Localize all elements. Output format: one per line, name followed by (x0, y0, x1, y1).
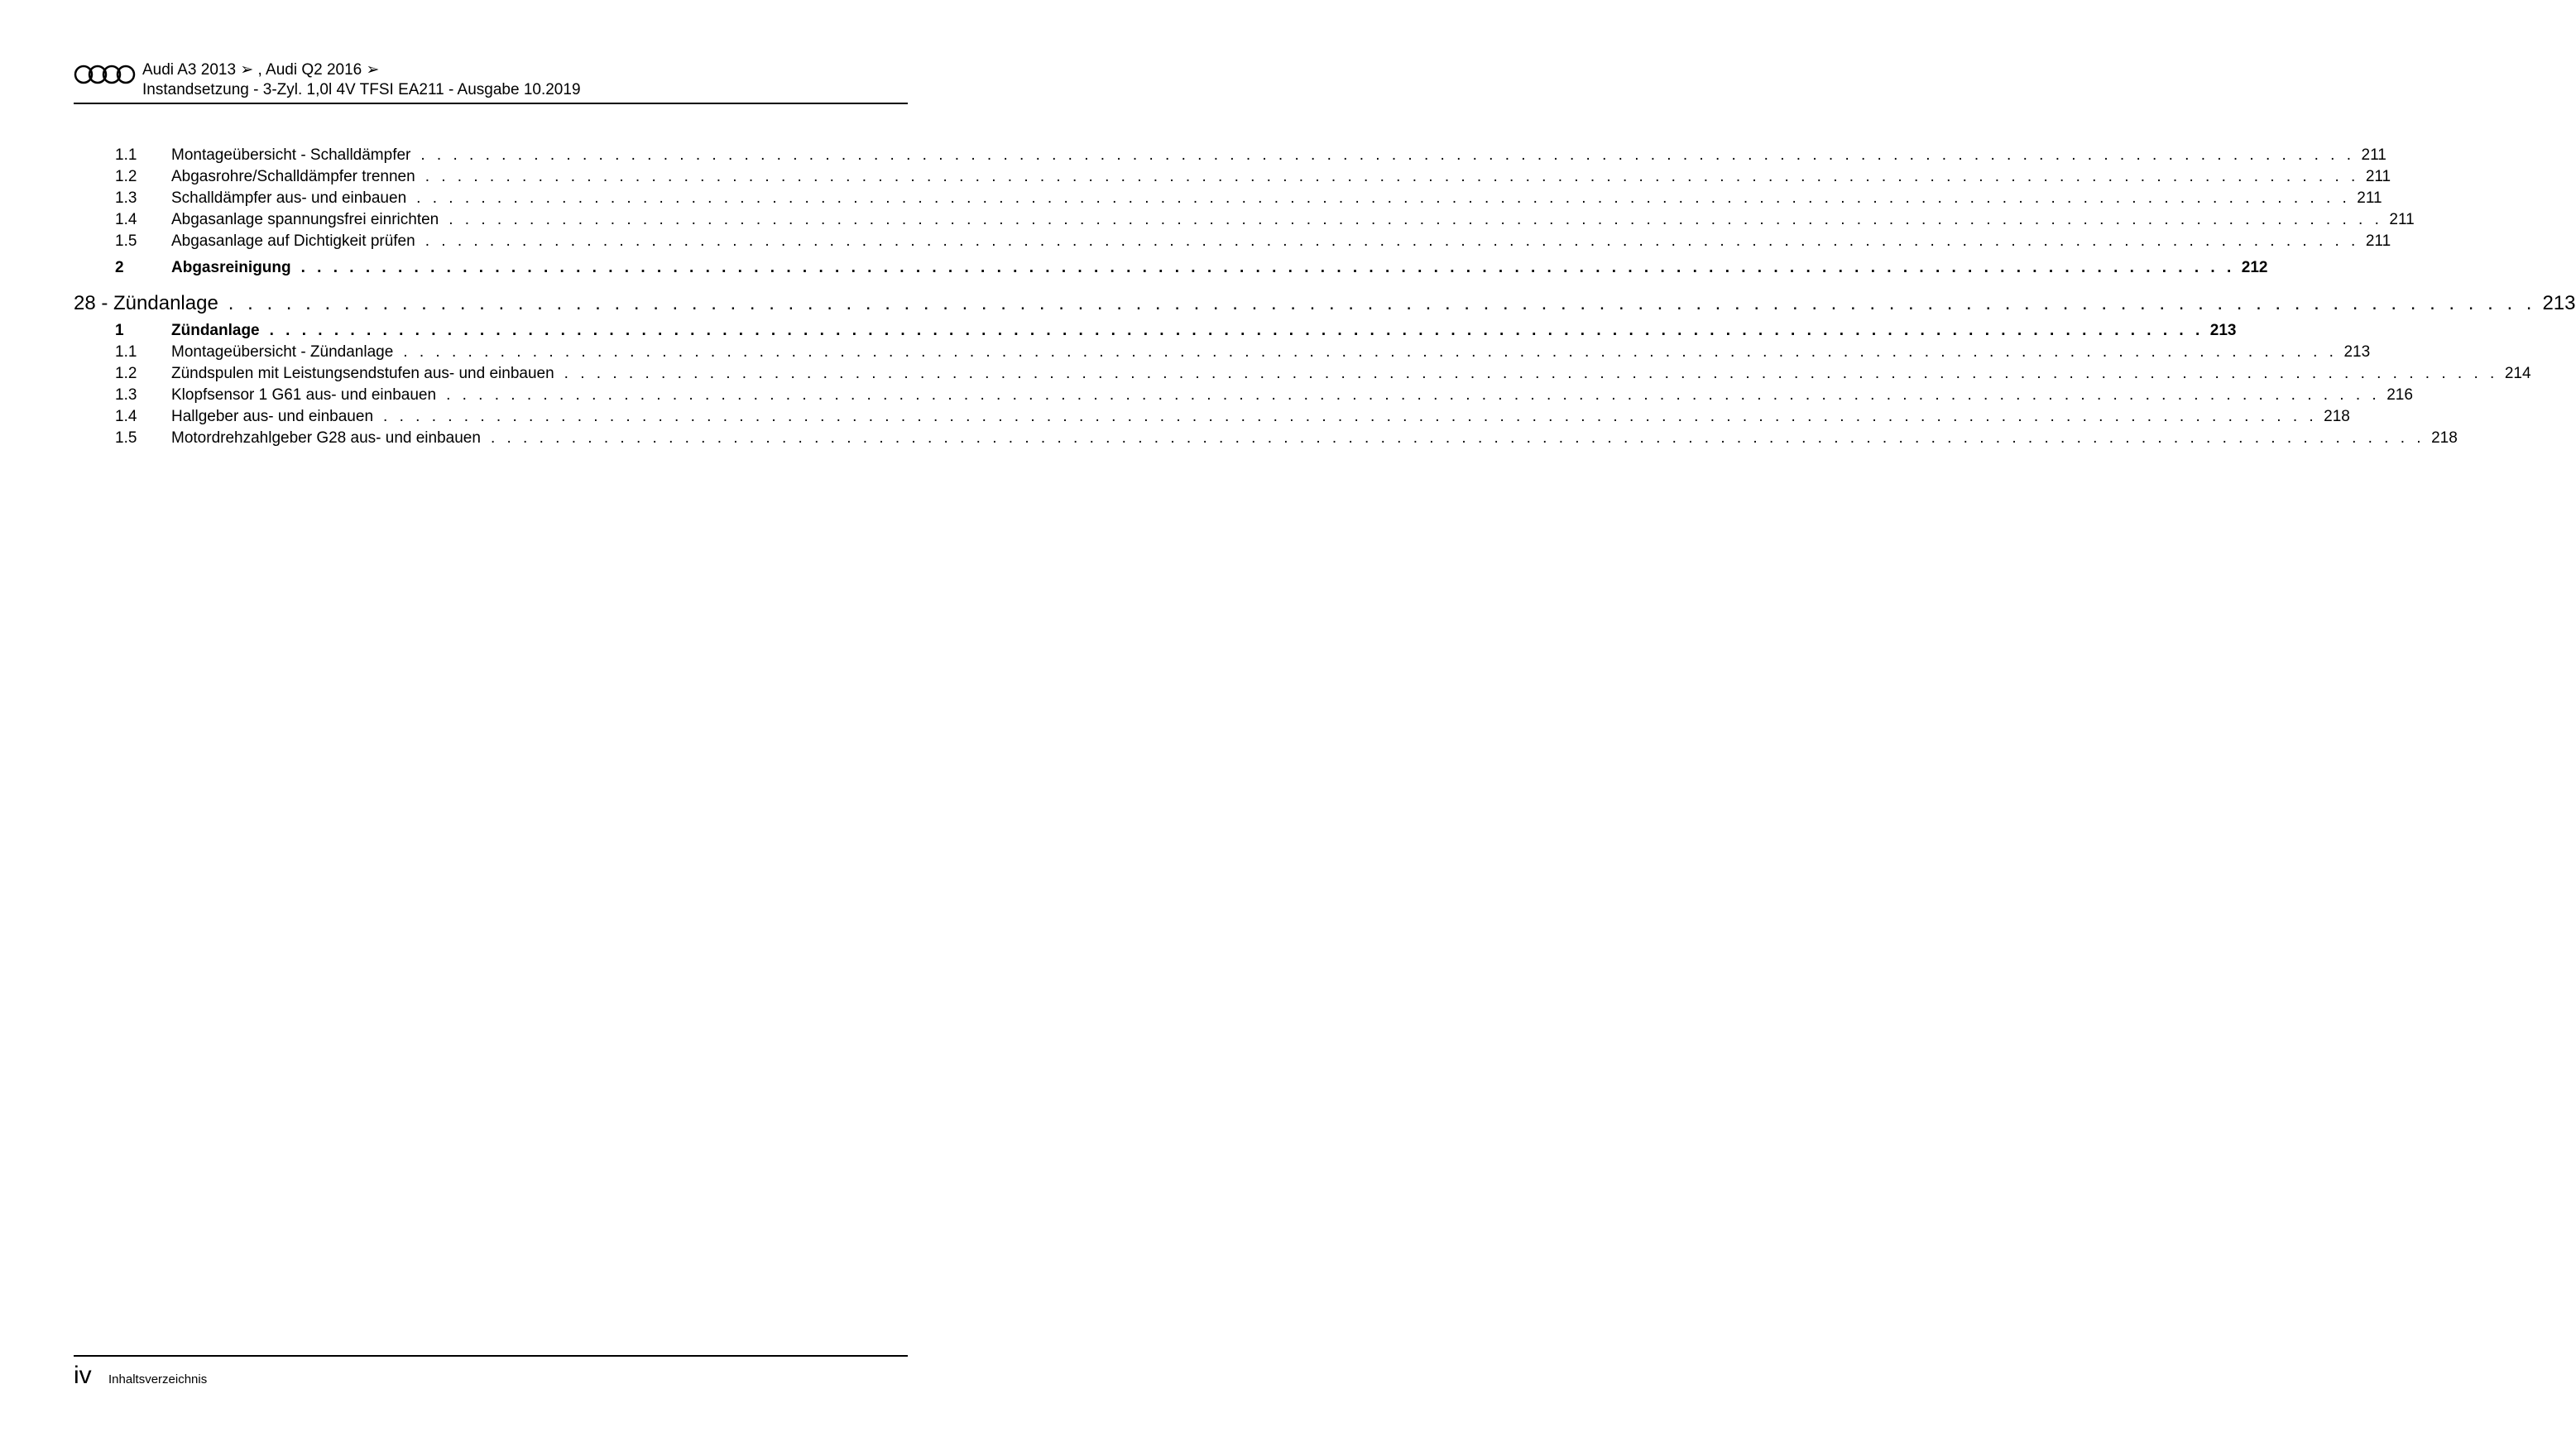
toc-entry-page: 211 (2365, 168, 2391, 185)
toc-entry-line (171, 231, 2391, 252)
toc-entry-number: 1.1 (115, 343, 137, 361)
toc-entry-page: 211 (2361, 146, 2387, 164)
toc-entry-row[interactable] (74, 145, 2387, 166)
toc-entry-page: 211 (2365, 232, 2391, 250)
footer-divider (74, 1355, 908, 1357)
toc-entry-number: 1.4 (115, 408, 137, 425)
toc-entry-title: Zündanlage (171, 322, 260, 339)
toc-entry-line (171, 428, 2458, 449)
toc-entry-number: 1.5 (115, 429, 137, 447)
toc-entry-title: Montageübersicht - Schalldämpfer (171, 146, 411, 164)
toc-leader-dots: . . . . . . . . . . . . . . . . . . . . . . . . . . . . . . . . . . . . . . . . . . . . . . . . . . . . . . . . . . . . . . . . . . . . . . . . . . . . . . . . . . . . . . . . . . . . . . . . . . . . . . . . . . . . . . . . . . . . . . . . (449, 211, 2383, 228)
toc-entry-page: 218 (2324, 408, 2350, 425)
toc-entry-line (74, 287, 2576, 320)
toc-entry-page: 213 (2209, 322, 2237, 339)
toc-entry-line (171, 166, 2391, 188)
toc-entry-page: 213 (2542, 292, 2576, 314)
toc-entry-title: Abgasrohre/Schalldämpfer trennen (171, 168, 415, 185)
toc-entry-number: 1.4 (115, 211, 137, 228)
toc-entry-page: 218 (2431, 429, 2458, 447)
toc-entry-number: 1.2 (115, 365, 137, 382)
toc-entry-row[interactable] (74, 428, 2458, 449)
toc-leader-dots: . . . . . . . . . . . . . . . . . . . . . . . . . . . . . . . . . . . . . . . . . . . . . . . . . . . . . . . . . . . . . . . . . . . . . . . . . . . . . . . . . . . . . . . . . . . . . . . . . . . . . . . . . . . . . . . . . . . . . . . . (300, 259, 2235, 276)
page-header (74, 58, 908, 104)
toc-entry-title: Zündspulen mit Leistungsendstufen aus- und einbauen (171, 365, 554, 382)
toc-entry-title: 28 - Zündanlage (74, 292, 218, 314)
toc-leader-dots: . . . . . . . . . . . . . . . . . . . . . . . . . . . . . . . . . . . . . . . . . . . . . . . . . . . . . . . . . . . . . . . . . . . . . . . . . . . . . . . . . . . . . . . . . . . . . . . . . . . . . . . . . . . . . . . . . . . . . . . . (425, 232, 2359, 250)
toc-entry-number: 1.2 (115, 168, 137, 185)
footer-section-label: Inhaltsverzeichnis (108, 1372, 208, 1386)
toc-entry-title: Abgasanlage spannungsfrei einrichten (171, 211, 439, 228)
header-edition-line: Instandsetzung - 3-Zyl. 1,0l 4V TFSI EA211 - Ausgabe 10.2019 (142, 81, 581, 98)
toc-leader-dots: . . . . . . . . . . . . . . . . . . . . . . . . . . . . . . . . . . . . . . . . . . . . . . . . . . . . . . . . . . . . . . . . . . . . . . . . . . . . . . . . . . . . . . . . . . . . . . . . . . . . . . . . . . . . . . . . . . . . . . . . (228, 292, 2536, 314)
toc-entry-number: 1 (115, 322, 124, 339)
audi-rings-logo (74, 64, 135, 85)
toc-leader-dots: . . . . . . . . . . . . . . . . . . . . . . . . . . . . . . . . . . . . . . . . . . . . . . . . . . . . . . . . . . . . . . . . . . . . . . . . . . . . . . . . . . . . . . . . . . . . . . . . . . . . . . . . . . . . . . . . . . . . . . . . (383, 408, 2318, 425)
toc-entry-line (171, 145, 2387, 166)
toc-entry-row[interactable] (74, 209, 2415, 231)
toc-entry-title: Klopfsensor 1 G61 aus- und einbauen (171, 386, 437, 404)
toc-entry-page: 212 (2241, 259, 2268, 276)
toc-section-row[interactable] (74, 320, 2237, 342)
toc-entry-line (171, 406, 2350, 428)
toc-entry-number: 1.3 (115, 189, 137, 207)
toc-leader-dots: . . . . . . . . . . . . . . . . . . . . . . . . . . . . . . . . . . . . . . . . . . . . . . . . . . . . . . . . . . . . . . . . . . . . . . . . . . . . . . . . . . . . . . . . . . . . . . . . . . . . . . . . . . . . . . . . . . . . . . . . (420, 146, 2355, 164)
toc-entry-line (171, 257, 2268, 279)
toc-leader-dots: . . . . . . . . . . . . . . . . . . . . . . . . . . . . . . . . . . . . . . . . . . . . . . . . . . . . . . . . . . . . . . . . . . . . . . . . . . . . . . . . . . . . . . . . . . . . . . . . . . . . . . . . . . . . . . . . . . . . . . . . (490, 429, 2425, 447)
toc-section-row[interactable] (74, 257, 2268, 279)
toc-chapter-row[interactable] (74, 287, 2576, 320)
toc-entry-title: Montageübersicht - Zündanlage (171, 343, 394, 361)
toc-entry-row[interactable] (74, 406, 2350, 428)
footer-page-number: iv (74, 1362, 92, 1389)
toc-entry-line (171, 320, 2237, 342)
toc-entry-number: 1.5 (115, 232, 137, 250)
toc-entry-line (171, 385, 2413, 406)
toc-entry-number: 1.1 (115, 146, 137, 164)
toc-entry-title: Abgasreinigung (171, 259, 291, 276)
toc-entry-row[interactable] (74, 363, 2531, 385)
toc-leader-dots: . . . . . . . . . . . . . . . . . . . . . . . . . . . . . . . . . . . . . . . . . . . . . . . . . . . . . . . . . . . . . . . . . . . . . . . . . . . . . . . . . . . . . . . . . . . . . . . . . . . . . . . . . . . . . . . . . . . . . . . . (564, 365, 2498, 382)
toc-entry-line (171, 209, 2415, 231)
toc-entry-title: Abgasanlage auf Dichtigkeit prüfen (171, 232, 415, 250)
toc-entry-number: 1.3 (115, 386, 137, 404)
toc-entry-line (171, 342, 2371, 363)
toc-entry-row[interactable] (74, 188, 2382, 209)
toc-entry-page: 214 (2504, 365, 2531, 382)
toc-entry-line (171, 363, 2531, 385)
toc-entry-page: 211 (2357, 189, 2382, 207)
toc-entry-row[interactable] (74, 385, 2413, 406)
table-of-contents (74, 145, 2576, 449)
toc-entry-title: Hallgeber aus- und einbauen (171, 408, 374, 425)
toc-entry-line (171, 188, 2382, 209)
toc-entry-row[interactable] (74, 166, 2391, 188)
toc-entry-page: 213 (2343, 343, 2371, 361)
toc-entry-row[interactable] (74, 342, 2371, 363)
toc-entry-number: 2 (115, 259, 124, 276)
toc-entry-title: Motordrehzahlgeber G28 aus- und einbauen (171, 429, 481, 447)
toc-entry-row[interactable] (74, 231, 2391, 252)
toc-leader-dots: . . . . . . . . . . . . . . . . . . . . . . . . . . . . . . . . . . . . . . . . . . . . . . . . . . . . . . . . . . . . . . . . . . . . . . . . . . . . . . . . . . . . . . . . . . . . . . . . . . . . . . . . . . . . . . . . . . . . . . . . (416, 189, 2351, 207)
toc-entry-page: 211 (2389, 211, 2415, 228)
toc-entry-page: 216 (2387, 386, 2413, 404)
toc-leader-dots: . . . . . . . . . . . . . . . . . . . . . . . . . . . . . . . . . . . . . . . . . . . . . . . . . . . . . . . . . . . . . . . . . . . . . . . . . . . . . . . . . . . . . . . . . . . . . . . . . . . . . . . . . . . . . . . . . . . . . . . . (269, 322, 2204, 339)
header-model-line: Audi A3 2013 ➢ , Audi Q2 2016 ➢ (142, 61, 380, 79)
toc-entry-title: Schalldämpfer aus- und einbauen (171, 189, 407, 207)
toc-leader-dots: . . . . . . . . . . . . . . . . . . . . . . . . . . . . . . . . . . . . . . . . . . . . . . . . . . . . . . . . . . . . . . . . . . . . . . . . . . . . . . . . . . . . . . . . . . . . . . . . . . . . . . . . . . . . . . . . . . . . . . . . (425, 168, 2359, 185)
toc-leader-dots: . . . . . . . . . . . . . . . . . . . . . . . . . . . . . . . . . . . . . . . . . . . . . . . . . . . . . . . . . . . . . . . . . . . . . . . . . . . . . . . . . . . . . . . . . . . . . . . . . . . . . . . . . . . . . . . . . . . . . . . . (446, 386, 2381, 404)
toc-leader-dots: . . . . . . . . . . . . . . . . . . . . . . . . . . . . . . . . . . . . . . . . . . . . . . . . . . . . . . . . . . . . . . . . . . . . . . . . . . . . . . . . . . . . . . . . . . . . . . . . . . . . . . . . . . . . . . . . . . . . . . . . (403, 343, 2338, 361)
